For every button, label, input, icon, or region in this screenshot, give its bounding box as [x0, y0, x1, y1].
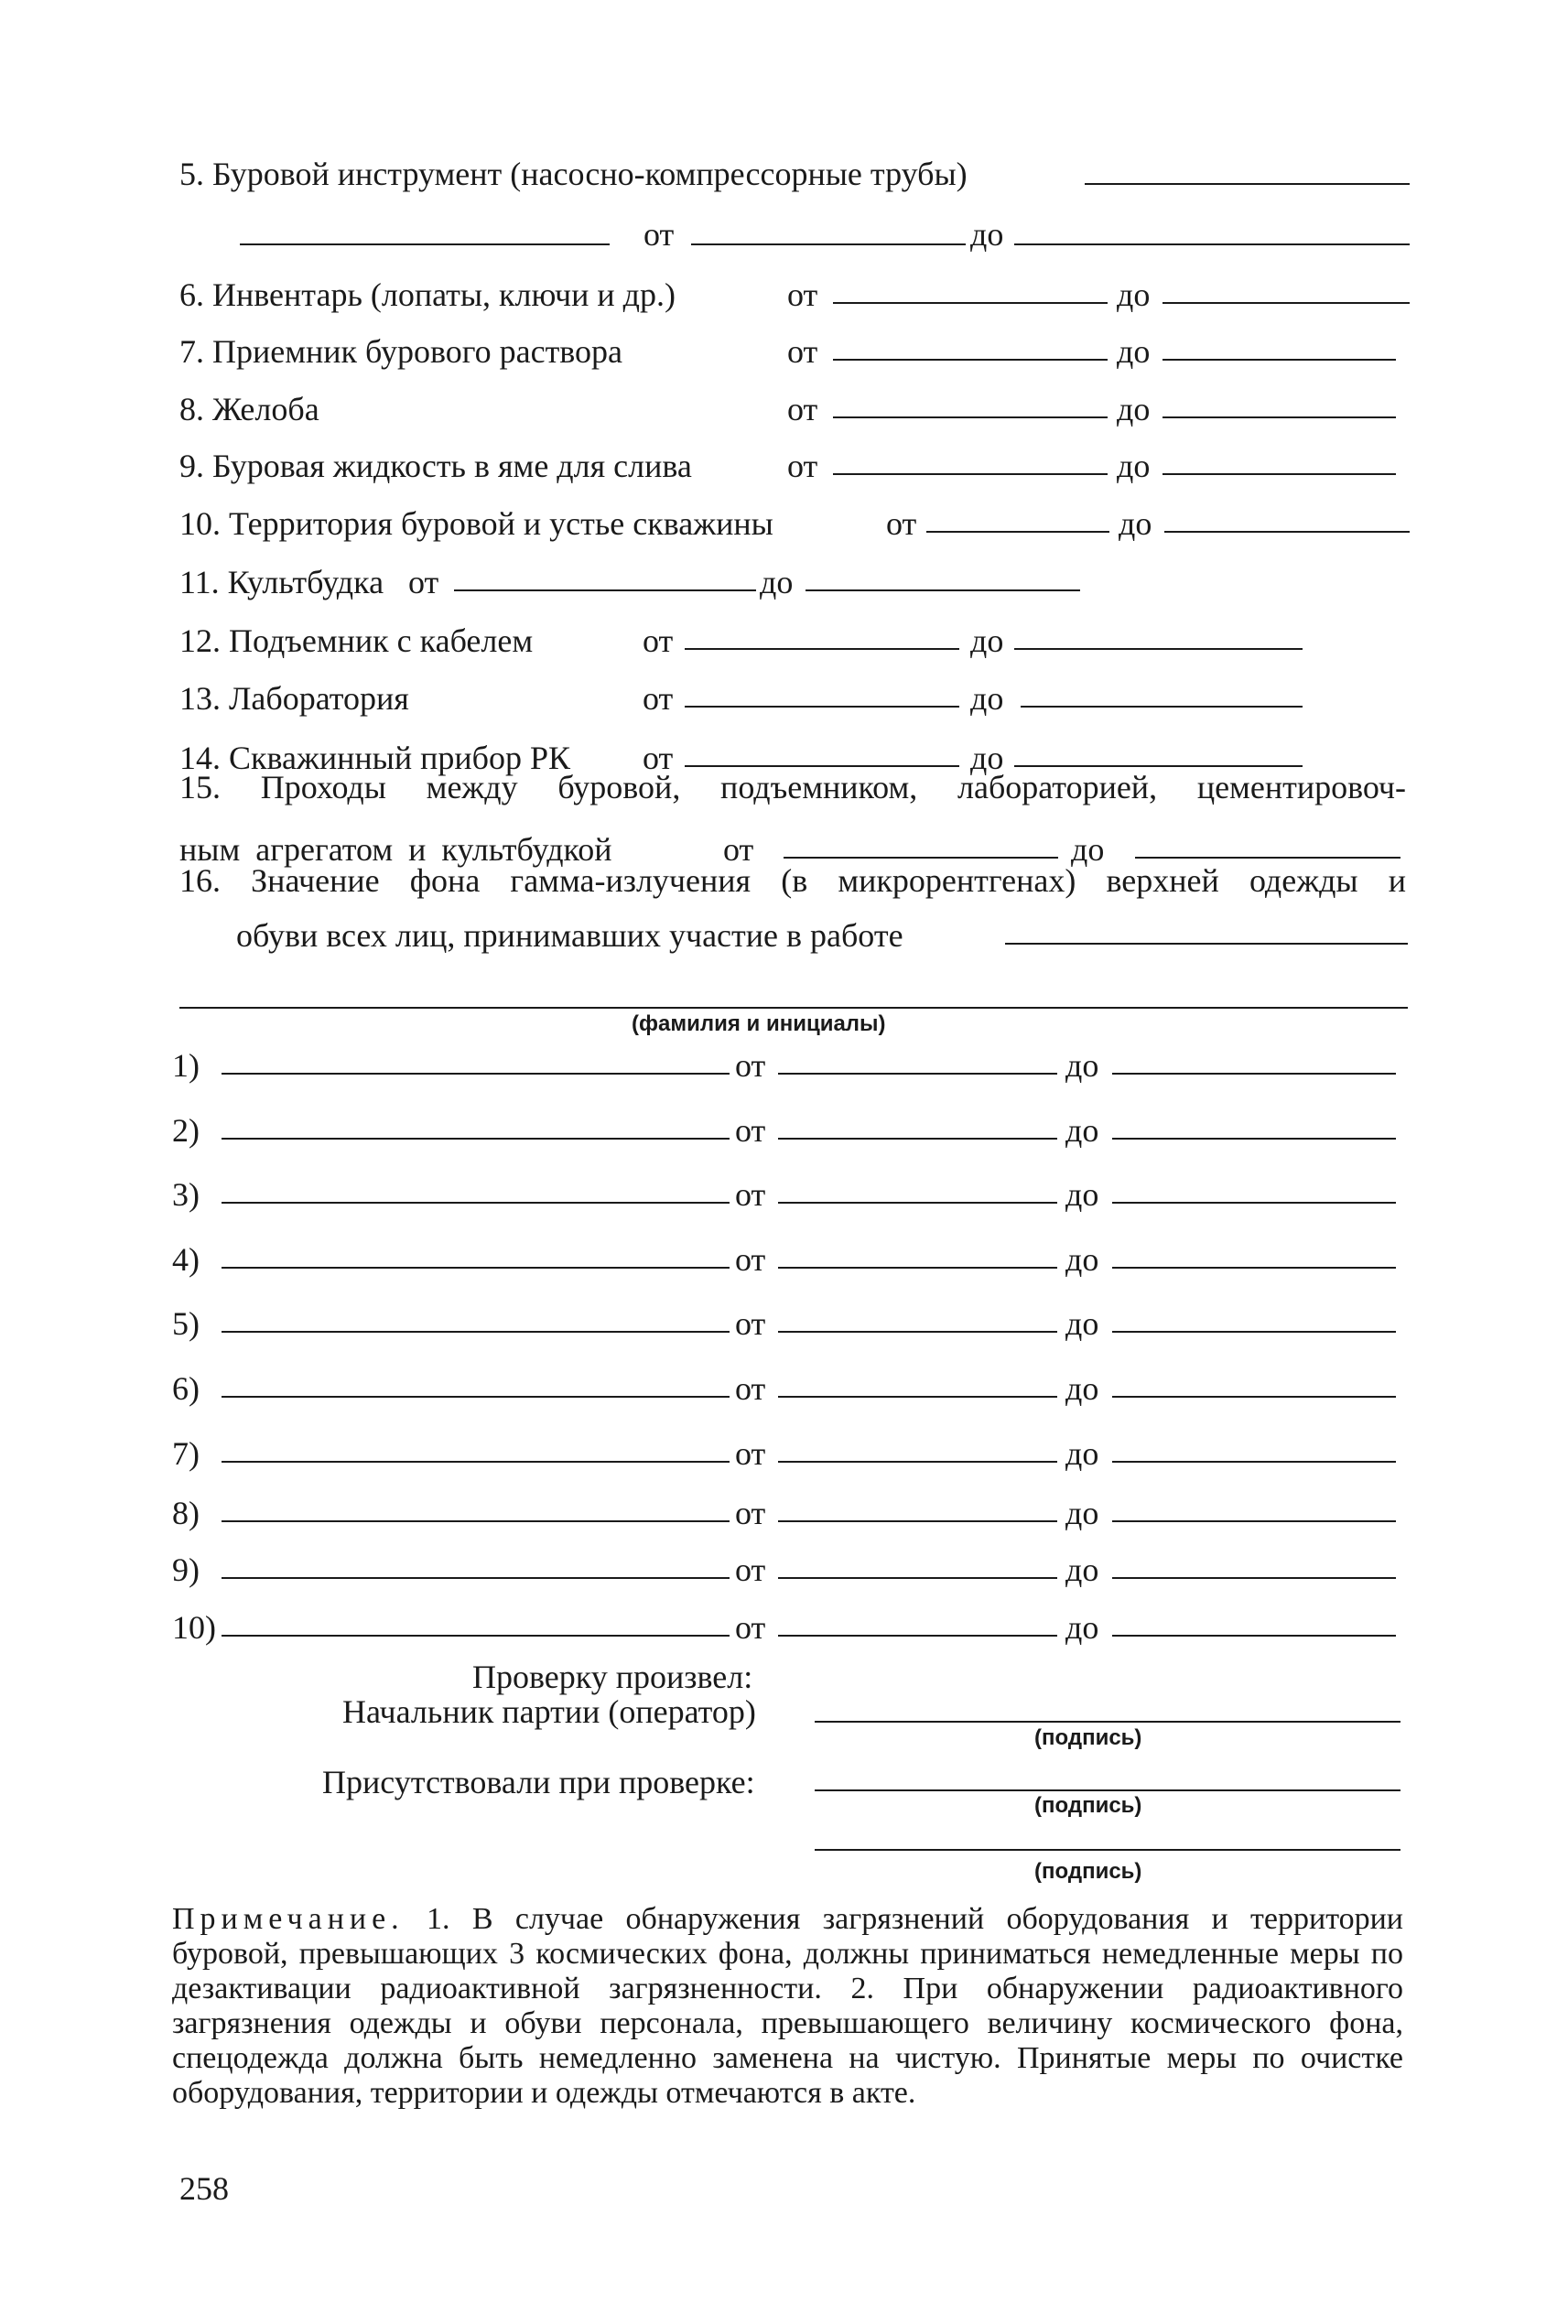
chief-label: Начальник партии (оператор)	[342, 1693, 756, 1730]
item-11-to-label: до	[760, 564, 794, 600]
item-9-from-field[interactable]	[833, 473, 1108, 475]
person-to-field[interactable]	[1112, 1396, 1396, 1398]
person-to-field[interactable]	[1112, 1202, 1396, 1204]
present-signature-field-2[interactable]	[815, 1849, 1400, 1851]
item-15-from-field[interactable]	[784, 857, 1058, 859]
person-from-label: от	[735, 1305, 766, 1342]
item-14-to-label: до	[970, 740, 1004, 776]
item-5-from-field[interactable]	[691, 243, 966, 245]
item-15-from-label: от	[723, 831, 754, 868]
item-8-from-label: от	[787, 391, 818, 427]
item-12-from-label: от	[643, 622, 674, 659]
item-14-label: 14. Скважинный прибор РК	[179, 740, 571, 776]
person-to-field[interactable]	[1112, 1577, 1396, 1579]
person-from-label: от	[735, 1112, 766, 1149]
person-from-field[interactable]	[778, 1267, 1057, 1269]
person-number: 9)	[172, 1551, 200, 1588]
item-10-to-label: до	[1119, 505, 1152, 542]
person-to-label: до	[1065, 1370, 1099, 1407]
person-from-field[interactable]	[778, 1331, 1057, 1333]
person-to-field[interactable]	[1112, 1520, 1396, 1522]
present-signature-field-1[interactable]	[815, 1789, 1400, 1791]
item-11-to-field[interactable]	[806, 589, 1080, 591]
item-8-from-field[interactable]	[833, 416, 1108, 418]
item-10-from-field[interactable]	[926, 531, 1109, 533]
person-number: 5)	[172, 1305, 200, 1342]
person-to-label: до	[1065, 1551, 1099, 1588]
person-from-field[interactable]	[778, 1577, 1057, 1579]
person-number: 7)	[172, 1435, 200, 1472]
item-13-label: 13. Лаборатория	[179, 680, 409, 717]
item-15-to-label: до	[1071, 831, 1105, 868]
person-to-label: до	[1065, 1112, 1099, 1149]
item-8-label: 8. Желоба	[179, 391, 319, 427]
item-5-to-field[interactable]	[1014, 243, 1410, 245]
person-to-field[interactable]	[1112, 1138, 1396, 1140]
person-number: 1)	[172, 1047, 200, 1084]
item-6-to-label: до	[1117, 276, 1151, 313]
item-5-from-label: от	[643, 216, 675, 253]
item-15-to-field[interactable]	[1135, 857, 1400, 859]
item-6-from-label: от	[787, 276, 818, 313]
person-from-label: от	[735, 1551, 766, 1588]
item-8-to-label: до	[1117, 391, 1151, 427]
person-name-field[interactable]	[222, 1461, 730, 1463]
person-name-field[interactable]	[222, 1138, 730, 1140]
item-12-from-field[interactable]	[685, 648, 959, 650]
person-from-label: от	[735, 1047, 766, 1084]
person-to-label: до	[1065, 1609, 1099, 1646]
checked-by-label: Проверку произвел:	[472, 1659, 753, 1695]
person-from-field[interactable]	[778, 1073, 1057, 1075]
person-from-field[interactable]	[778, 1520, 1057, 1522]
person-to-label: до	[1065, 1495, 1099, 1531]
person-from-label: от	[735, 1370, 766, 1407]
person-to-label: до	[1065, 1435, 1099, 1472]
item-6-to-field[interactable]	[1162, 302, 1410, 304]
item-13-to-field[interactable]	[1021, 706, 1303, 708]
note-text-2: 2. При обнаружении радиоактивного загрязнения одежды и обуви персонала, превышающего величину космического фона, спецодежда должна быть немедленно заменена на чистую. Принятые меры по очистке оборудования, территории и одежды отмечаются в акте.	[172, 1972, 1404, 2110]
item-9-to-label: до	[1117, 448, 1151, 484]
person-name-field[interactable]	[222, 1202, 730, 1204]
item-12-label: 12. Подъемник с кабелем	[179, 622, 534, 659]
note-text-1: 1. В случае обнаружения загрязнений оборудования и территории буровой, превышающих 3 космических фона, должны приниматься немедленные меры по дезактивации радиоактивной загрязненности.	[172, 1902, 1404, 2005]
person-number: 2)	[172, 1112, 200, 1149]
person-from-field[interactable]	[778, 1635, 1057, 1637]
person-number: 6)	[172, 1370, 200, 1407]
item-16-label-line-2: обуви всех лиц, принимавших участие в работе	[236, 917, 903, 954]
note-paragraph	[172, 1902, 1403, 2111]
person-name-field[interactable]	[222, 1396, 730, 1398]
person-to-label: до	[1065, 1176, 1099, 1213]
person-to-field[interactable]	[1112, 1073, 1396, 1075]
person-number: 3)	[172, 1176, 200, 1213]
item-6-label: 6. Инвентарь (лопаты, ключи и др.)	[179, 276, 676, 313]
item-7-to-label: до	[1117, 333, 1151, 370]
name-field[interactable]	[179, 1007, 1408, 1009]
item-9-from-label: от	[787, 448, 818, 484]
person-from-label: от	[735, 1241, 766, 1278]
item-8-to-field[interactable]	[1162, 416, 1396, 418]
person-to-field[interactable]	[1112, 1461, 1396, 1463]
name-caption: (фамилия и инициалы)	[632, 1011, 886, 1036]
item-9-to-field[interactable]	[1162, 473, 1396, 475]
person-name-field[interactable]	[222, 1267, 730, 1269]
item-13-from-field[interactable]	[685, 706, 959, 708]
person-from-field[interactable]	[778, 1461, 1057, 1463]
item-16-label-line-1: 16. Значение фона гамма-излучения (в микрорентгенах) верхней одежды и	[179, 862, 1406, 899]
person-name-field[interactable]	[222, 1073, 730, 1075]
item-10-label: 10. Территория буровой и устье скважины	[179, 505, 773, 542]
chief-signature-caption: (подпись)	[1034, 1725, 1142, 1750]
item-11-from-field[interactable]	[454, 589, 756, 591]
chief-signature-field[interactable]	[815, 1721, 1400, 1723]
item-11-label: 11. Культбудка	[179, 564, 384, 600]
person-to-label: до	[1065, 1241, 1099, 1278]
person-to-label: до	[1065, 1305, 1099, 1342]
item-5-label: 5. Буровой инструмент (насосно-компрессорные трубы)	[179, 156, 968, 192]
item-12-to-field[interactable]	[1014, 648, 1303, 650]
person-name-field[interactable]	[222, 1331, 730, 1333]
item-6-from-field[interactable]	[833, 302, 1108, 304]
person-from-label: от	[735, 1435, 766, 1472]
item-10-from-label: от	[886, 505, 917, 542]
item-13-to-label: до	[970, 680, 1004, 717]
person-name-field[interactable]	[222, 1577, 730, 1579]
item-7-to-field[interactable]	[1162, 359, 1396, 361]
page-number: 258	[179, 2170, 229, 2207]
present-signature-caption-1: (подпись)	[1034, 1793, 1142, 1818]
present-signature-caption-2: (подпись)	[1034, 1859, 1142, 1884]
item-10-to-field[interactable]	[1164, 531, 1410, 533]
person-from-field[interactable]	[778, 1396, 1057, 1398]
person-to-field[interactable]	[1112, 1331, 1396, 1333]
person-number: 8)	[172, 1495, 200, 1531]
item-15-label-line-1: 15. Проходы между буровой, подъемником, лабораторией, цементировоч-	[179, 769, 1406, 805]
item-11-from-label: от	[408, 564, 439, 600]
person-to-field[interactable]	[1112, 1267, 1396, 1269]
item-5-field[interactable]	[1085, 183, 1410, 185]
item-12-to-label: до	[970, 622, 1004, 659]
person-name-field[interactable]	[222, 1520, 730, 1522]
item-7-from-label: от	[787, 333, 818, 370]
person-from-label: от	[735, 1176, 766, 1213]
item-9-label: 9. Буровая жидкость в яме для слива	[179, 448, 692, 484]
item-5-field-2[interactable]	[240, 243, 610, 245]
item-14-from-label: от	[643, 740, 674, 776]
item-7-from-field[interactable]	[833, 359, 1108, 361]
person-from-field[interactable]	[778, 1138, 1057, 1140]
person-number: 10)	[172, 1609, 216, 1646]
person-to-label: до	[1065, 1047, 1099, 1084]
item-16-field[interactable]	[1005, 943, 1408, 945]
person-number: 4)	[172, 1241, 200, 1278]
person-from-label: от	[735, 1495, 766, 1531]
item-13-from-label: от	[643, 680, 674, 717]
person-to-field[interactable]	[1112, 1635, 1396, 1637]
note-title: Примечание.	[172, 1902, 405, 1936]
item-5-to-label: до	[970, 216, 1004, 253]
person-from-field[interactable]	[778, 1202, 1057, 1204]
item-7-label: 7. Приемник бурового раствора	[179, 333, 623, 370]
item-15-label-line-2: ным агрегатом и культбудкой	[179, 831, 612, 868]
present-label: Присутствовали при проверке:	[322, 1764, 755, 1800]
person-from-label: от	[735, 1609, 766, 1646]
person-name-field[interactable]	[222, 1635, 730, 1637]
